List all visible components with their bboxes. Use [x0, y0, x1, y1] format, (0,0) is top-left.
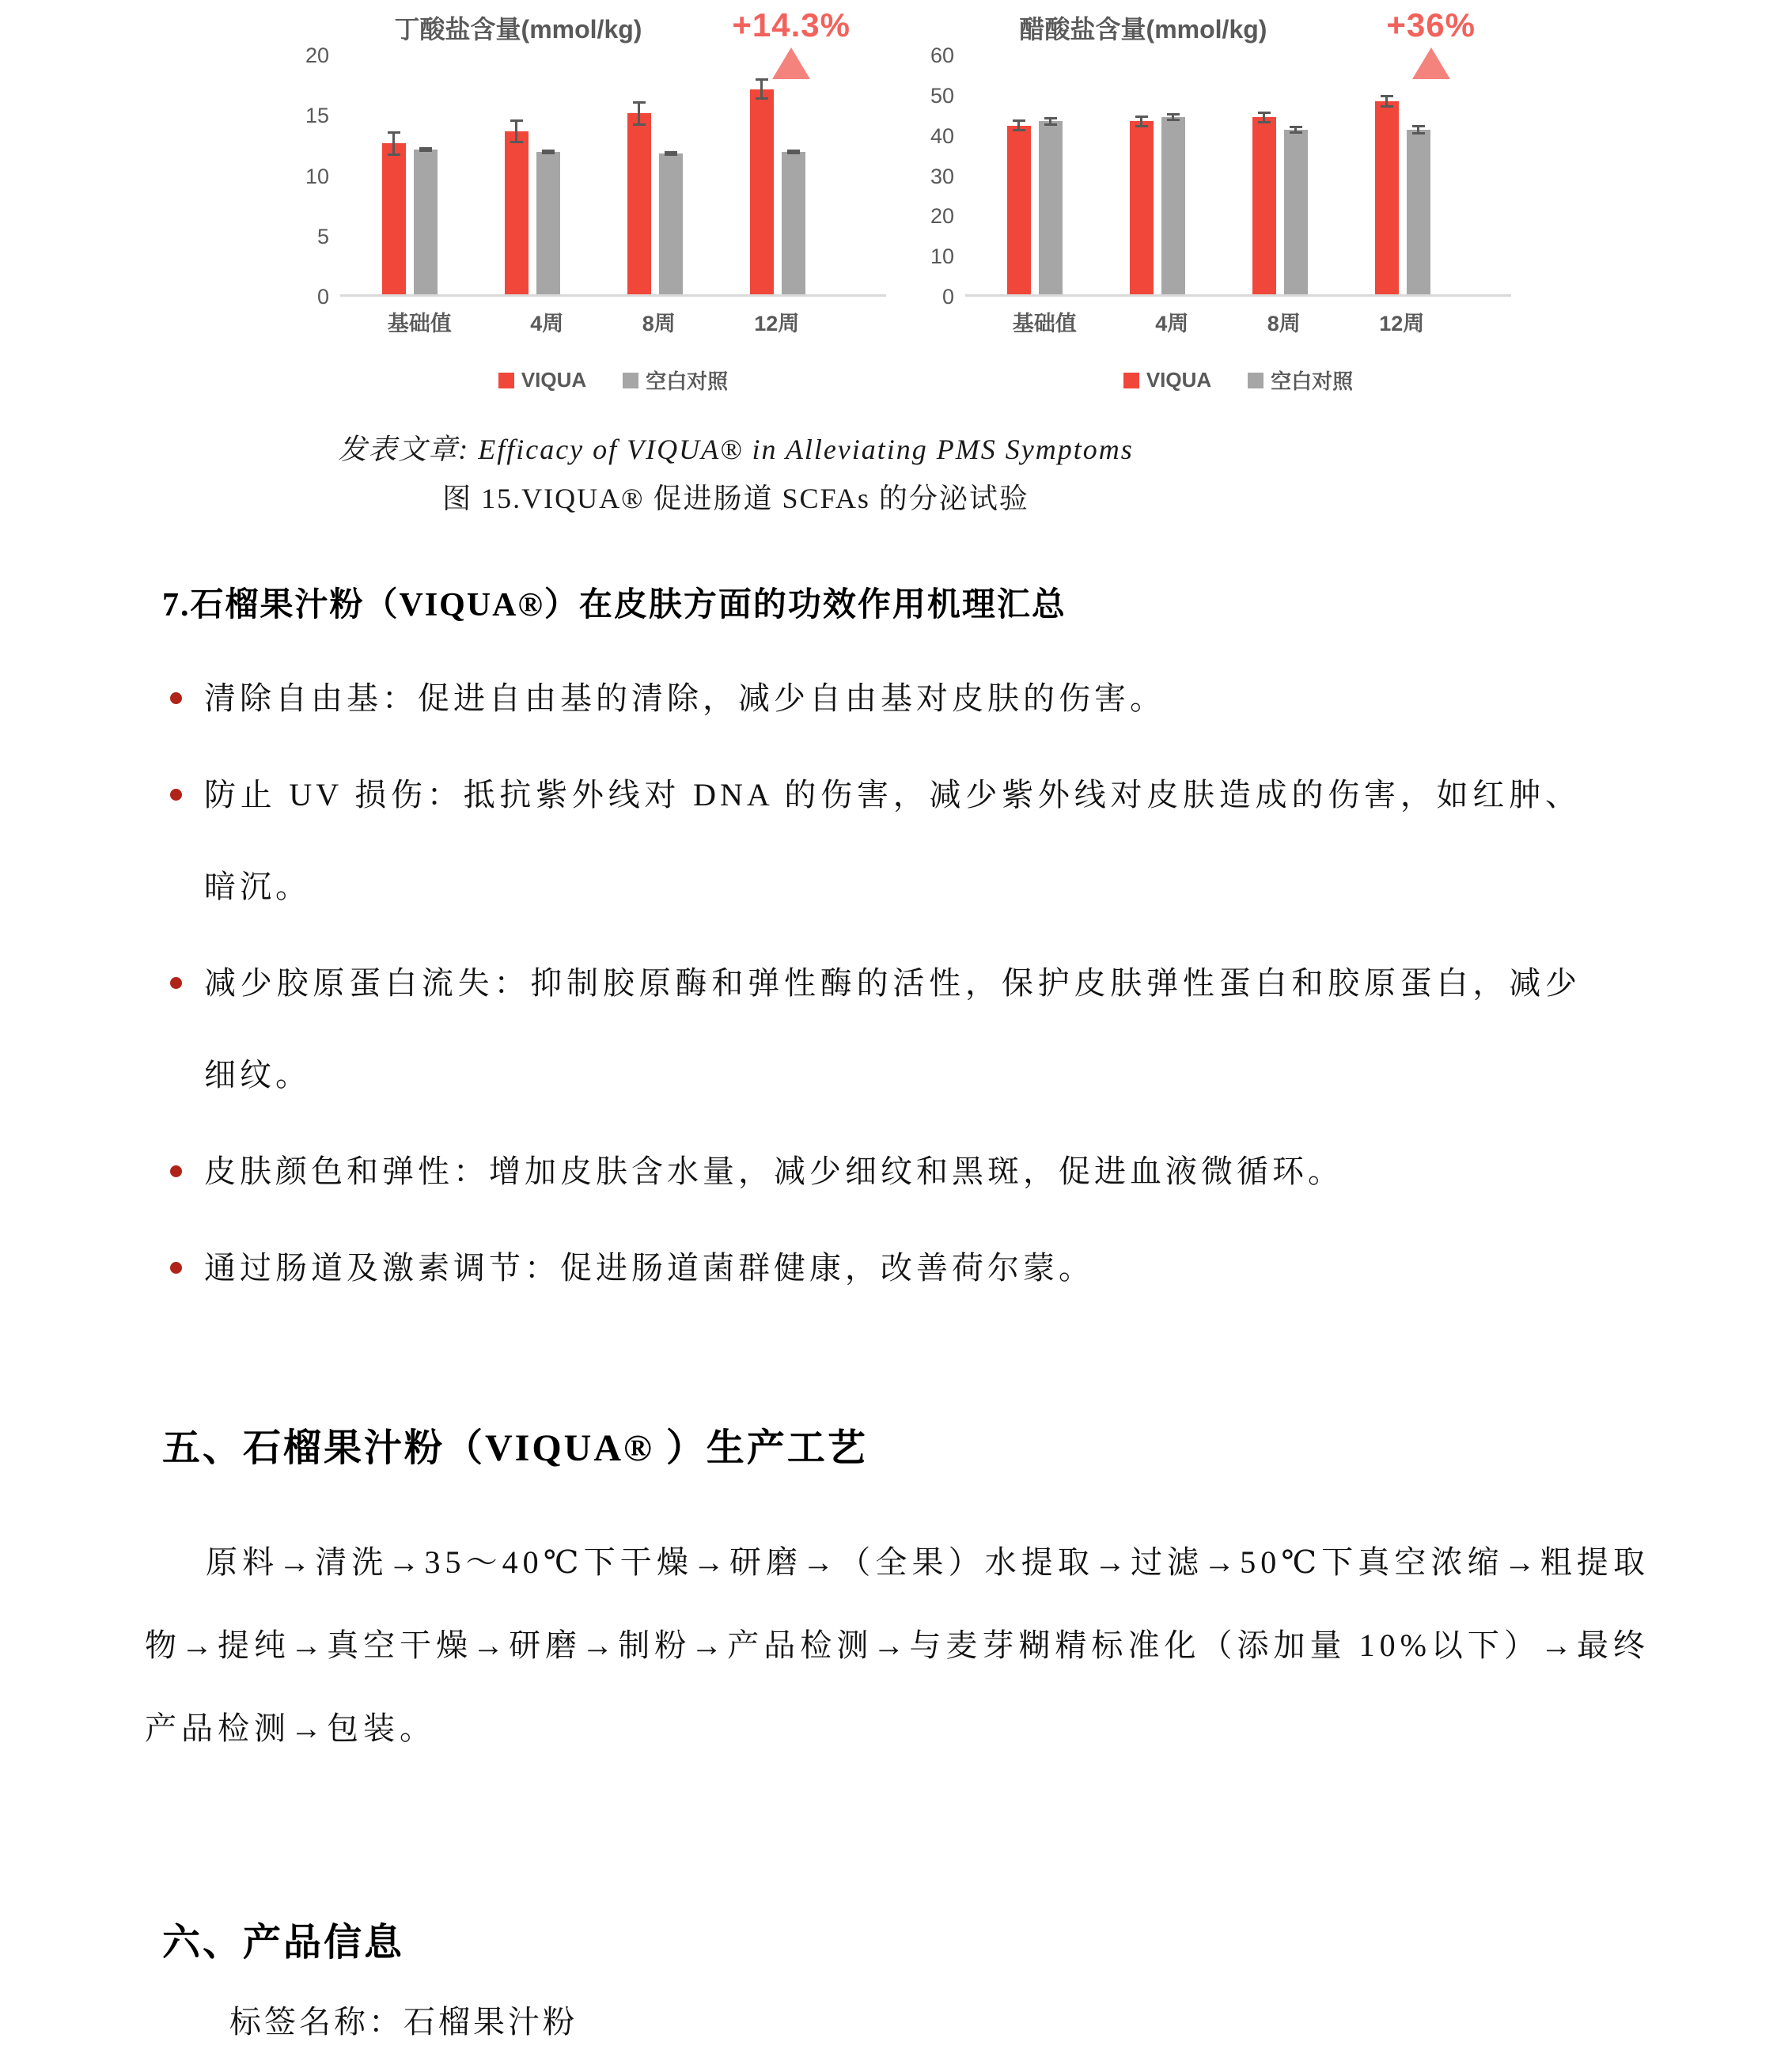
skin-benefits-list: [170, 653, 1581, 1319]
chart-legend: [340, 366, 886, 395]
bar-空白对照: [414, 150, 438, 294]
error-bar: [1385, 95, 1388, 108]
error-bar: [392, 131, 395, 156]
y-tick-label: 20: [305, 44, 329, 67]
y-tick-label: 60: [930, 44, 954, 67]
y-tick-label: 0: [316, 285, 329, 309]
bar-空白对照: [659, 153, 683, 294]
legend-label: VIQUA: [521, 368, 587, 392]
bar-group: [1130, 117, 1185, 294]
bar-空白对照: [1161, 117, 1185, 294]
error-bar: [760, 78, 763, 100]
error-bar: [792, 150, 794, 154]
label-name-line: 标签名称：石榴果汁粉: [229, 2004, 578, 2040]
error-bar: [1417, 125, 1419, 134]
x-tick-label: 12周: [754, 312, 800, 335]
bar-group: [1007, 121, 1063, 294]
x-tick-label: 基础值: [1012, 312, 1077, 335]
y-tick-label: 30: [930, 164, 954, 188]
up-triangle-icon: [772, 47, 810, 79]
bullet-dot-icon: [170, 789, 182, 801]
bar-空白对照: [782, 152, 805, 294]
x-axis-labels: [340, 306, 886, 337]
skin-section-heading: 7.石榴果汁粉（VIQUA®）在皮肤方面的功效作用机理汇总: [162, 587, 1066, 623]
error-bar: [424, 147, 426, 152]
error-bar: [547, 150, 549, 154]
list-item: [170, 749, 1581, 933]
bar-VIQUA: [750, 89, 774, 294]
y-tick-label: 0: [941, 285, 954, 309]
bar-group: [505, 131, 560, 294]
bar-VIQUA: [505, 131, 529, 294]
bullet-dot-icon: [170, 692, 182, 704]
error-bar: [638, 101, 640, 126]
error-bar: [1140, 116, 1142, 127]
y-tick-label: 40: [930, 123, 954, 148]
bar-group: [1252, 117, 1308, 294]
error-bar: [1017, 119, 1020, 131]
y-axis: [902, 44, 965, 309]
bullet-dot-icon: [170, 1165, 182, 1177]
bar-VIQUA: [1252, 117, 1276, 294]
error-bar: [1049, 117, 1051, 125]
x-tick-label: 4周: [1155, 312, 1189, 335]
legend-item: [498, 368, 586, 392]
increase-label: +14.3%: [732, 6, 851, 44]
caption-figure-number: 图 15.VIQUA® 促进肠道 SCFAs 的分泌试验: [442, 483, 1029, 514]
list-item: [170, 1126, 1581, 1218]
x-tick-label: 4周: [530, 312, 564, 335]
y-tick-label: 15: [305, 104, 329, 128]
y-axis: [277, 44, 340, 309]
legend-label: 空白对照: [646, 369, 729, 393]
caption-publication: 发表文章: Efficacy of VIQUA® in Alleviating PMS Symptoms: [338, 434, 1134, 465]
y-tick-label: 20: [930, 204, 954, 229]
x-tick-label: 基础值: [387, 312, 452, 335]
x-tick-label: 8周: [1267, 312, 1301, 335]
legend-swatch-icon: [1248, 373, 1263, 388]
increase-annotation: [1386, 6, 1476, 79]
chart-legend: [965, 366, 1511, 395]
error-bar: [1294, 126, 1297, 134]
increase-label: +36%: [1386, 6, 1476, 44]
process-section-heading: 五、石榴果汁粉（VIQUA® ）生产工艺: [162, 1427, 868, 1469]
error-bar: [1263, 112, 1265, 123]
list-item-text: 清除自由基：促进自由基的清除，减少自由基对皮肤的伤害。: [204, 680, 1165, 716]
legend-item: [623, 366, 728, 395]
bar-VIQUA: [1007, 126, 1031, 295]
legend-item: [1123, 368, 1211, 392]
list-item-text: 皮肤颜色和弹性：增加皮肤含水量，减少细纹和黑斑，促进血液微循环。: [204, 1154, 1343, 1189]
bar-group: [1375, 101, 1430, 294]
bar-空白对照: [1407, 130, 1430, 294]
chart-butyrate: [277, 6, 886, 395]
bar-group: [382, 143, 438, 294]
legend-item: [1248, 366, 1353, 395]
product-section-heading: 六、产品信息: [162, 1922, 405, 1964]
list-item: [170, 938, 1581, 1121]
y-tick-label: 10: [305, 164, 329, 188]
y-tick-label: 50: [930, 83, 954, 108]
figure-caption: [0, 427, 1472, 521]
bar-空白对照: [1284, 130, 1308, 294]
x-axis-labels: [965, 306, 1511, 337]
bar-空白对照: [1039, 121, 1063, 294]
bar-VIQUA: [1375, 101, 1399, 294]
y-tick-label: 5: [316, 224, 329, 248]
legend-swatch-icon: [623, 373, 638, 388]
legend-label: 空白对照: [1271, 369, 1354, 393]
bar-空白对照: [536, 152, 560, 294]
increase-annotation: [732, 6, 851, 79]
legend-swatch-icon: [498, 373, 514, 388]
x-tick-label: 8周: [642, 312, 676, 335]
chart-acetate: [902, 6, 1511, 395]
bar-VIQUA: [627, 113, 651, 294]
chart-title-acetate: 醋酸盐含量(mmol/kg): [1019, 15, 1267, 44]
error-bar: [515, 119, 517, 144]
bar-VIQUA: [1130, 121, 1154, 294]
bar-group: [750, 89, 805, 294]
y-tick-label: 10: [930, 244, 954, 269]
up-triangle-icon: [1412, 47, 1450, 79]
legend-label: VIQUA: [1146, 368, 1212, 392]
bullet-dot-icon: [170, 1262, 182, 1274]
error-bar: [669, 151, 672, 156]
bar-VIQUA: [382, 143, 406, 294]
list-item-text: 防止 UV 损伤：抵抗紫外线对 DNA 的伤害，减少紫外线对皮肤造成的伤害，如红肿、暗沉。: [204, 777, 1581, 904]
bullet-dot-icon: [170, 977, 182, 989]
list-item-text: 减少胶原蛋白流失：抑制胶原酶和弹性酶的活性，保护皮肤弹性蛋白和胶原蛋白，减少细纹。: [204, 965, 1581, 1093]
chart-title-butyrate: 丁酸盐含量(mmol/kg): [394, 15, 642, 44]
list-item-text: 通过肠道及激素调节：促进肠道菌群健康，改善荷尔蒙。: [204, 1250, 1094, 1286]
process-paragraph: 原料→清洗→35～40℃下干燥→研磨→（全果）水提取→过滤→50℃下真空浓缩→粗提取物→提纯→真空干燥→研磨→制粉→产品检测→与麦芽糊精标准化（添加量 10%以下）→最终产品检测→包装。: [145, 1544, 1650, 1746]
list-item: [170, 1222, 1581, 1314]
x-tick-label: 12周: [1379, 312, 1425, 335]
legend-swatch-icon: [1123, 373, 1139, 388]
list-item: [170, 653, 1581, 744]
figure-charts: [277, 6, 1511, 395]
error-bar: [1172, 113, 1174, 121]
bar-group: [627, 113, 683, 294]
